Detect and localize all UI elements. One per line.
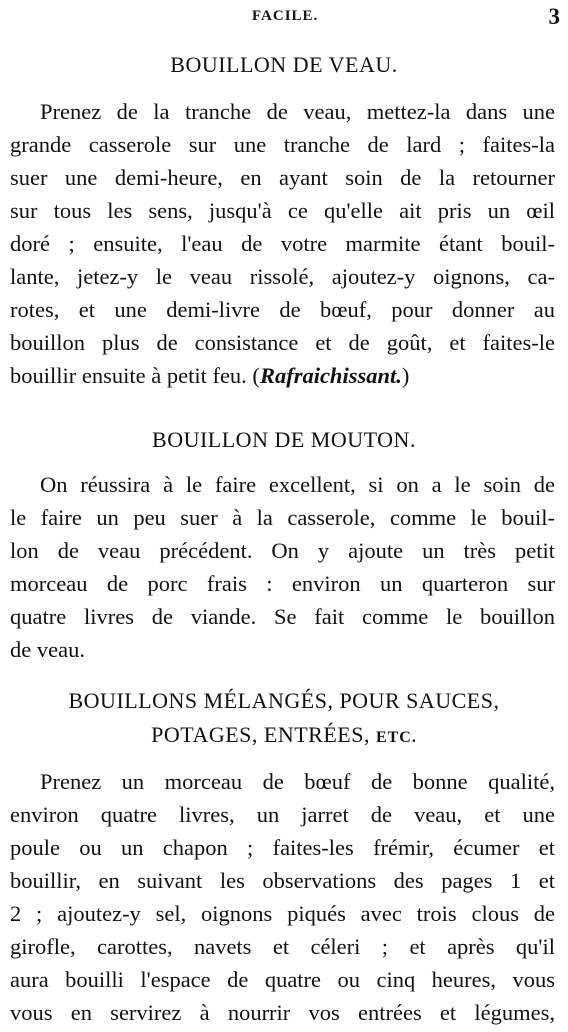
section-title-potages-entrees <box>0 722 568 748</box>
line-text: bouillir ensuite à petit feu. ( <box>10 363 260 388</box>
page-number: 3 <box>548 4 560 29</box>
closing-paren: ) <box>401 363 410 388</box>
paragraph-line: On réussira à le faire excellent, si on a le soin de <box>40 472 555 497</box>
section-title-bouillon-de-mouton: BOUILLON DE MOUTON. <box>152 427 416 452</box>
paragraph-line: doré ; ensuite, l'eau de votre marmite étant bouil- <box>10 231 555 256</box>
paragraph-line: girofle, carottes, navets et céleri ; et après qu'il <box>10 934 555 959</box>
paragraph-line: Prenez de la tranche de veau, mettez-la dans une <box>40 99 555 124</box>
paragraph-line: bouillir, en suivant les observations des pages 1 et <box>10 868 555 893</box>
paragraph-line: bouillon plus de consistance et de goût, et faites-le <box>10 330 555 355</box>
paragraph-line: rotes, et une demi-livre de bœuf, pour donner au <box>10 297 555 322</box>
paragraph-last-line <box>10 360 555 392</box>
section-title-bouillon-de-veau: BOUILLON DE VEAU. <box>170 52 398 77</box>
paragraph-line: suer une demi-heure, en ayant soin de la retourner <box>10 165 555 190</box>
paragraph-line: sur tous les sens, jusqu'à ce qu'elle ait pris un œil <box>10 198 555 223</box>
paragraph-line: 2 ; ajoutez-y sel, oignons piqués avec trois clous de <box>10 901 555 926</box>
paragraph-line: quatre livres de viande. Se fait comme le bouillon <box>10 604 555 629</box>
paragraph-line: aura bouilli l'espace de quatre ou cinq heures, vous <box>10 967 555 992</box>
running-head <box>0 6 568 28</box>
paragraph-line: lante, jetez-y le veau rissolé, ajoutez-y oignons, ca- <box>10 264 555 289</box>
emphasis-rafraichissant: Rafraichissant. <box>259 363 402 388</box>
paragraph-line: morceau de porc frais : environ un quarteron sur <box>10 571 555 596</box>
paragraph-line: le faire un peu suer à la casserole, comme le bouil- <box>10 505 555 530</box>
paragraph-line: Prenez un morceau de bœuf de bonne qualité, <box>40 769 555 794</box>
section-title-bouillons-melanges: BOUILLONS MÉLANGÉS, POUR SAUCES, <box>68 688 500 713</box>
paragraph-last-line: de veau. <box>10 637 85 662</box>
paragraph-line: poule ou un chapon ; faites-les frémir, écumer et <box>10 835 555 860</box>
running-title: FACILE. <box>252 8 319 24</box>
paragraph-line: vous en servirez à nourrir vos entrées et légumes, <box>10 1000 555 1025</box>
paragraph-line: grande casserole sur une tranche de lard ; faites-la <box>10 132 555 157</box>
paragraph-line: lon de veau précédent. On y ajoute un très petit <box>10 538 555 563</box>
title-text: POTAGES, ENTRÉES, <box>151 722 370 747</box>
paragraph-line: environ quatre livres, un jarret de veau, et une <box>10 802 555 827</box>
title-etc: ETC. <box>375 729 417 746</box>
